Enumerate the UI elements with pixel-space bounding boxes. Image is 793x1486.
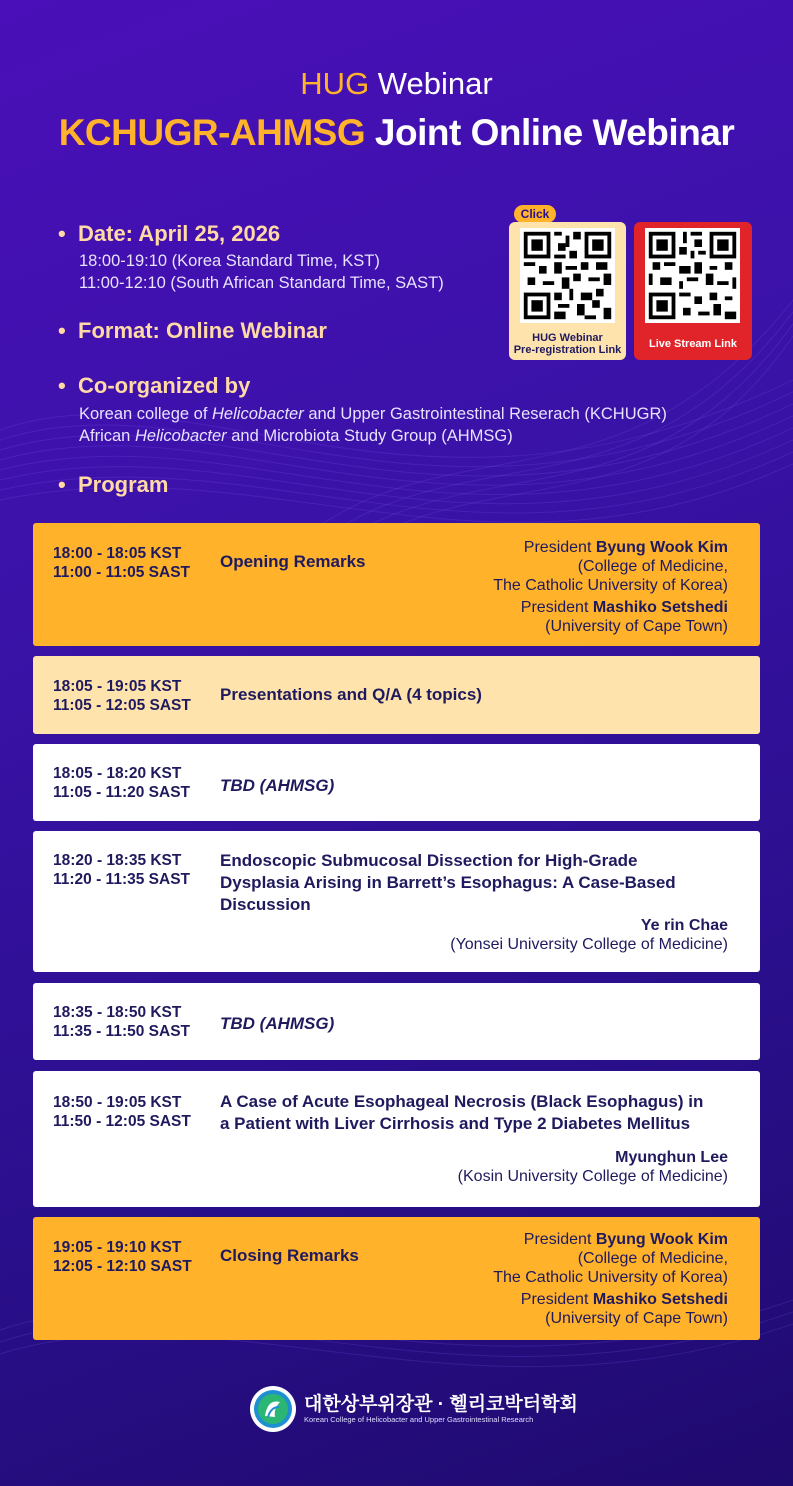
session-title-line: Endoscopic Submucosal Dissection for High-Grade (220, 851, 638, 870)
session-title: TBD (AHMSG) (220, 776, 335, 795)
preregistration-qr-link[interactable] (509, 222, 626, 360)
program-heading (58, 472, 168, 498)
live-stream-qr-link[interactable] (634, 222, 752, 360)
speaker (458, 1148, 728, 1186)
session-title: Closing Remarks (220, 1246, 359, 1265)
time-slot (53, 1093, 191, 1131)
time-kst: 19:05 - 19:10 KST (53, 1239, 182, 1256)
qr-code-icon (520, 228, 615, 323)
coorg-italic: Helicobacter (134, 427, 227, 445)
click-badge: Click (514, 205, 556, 223)
webinar-label: Webinar (369, 66, 493, 101)
preregistration-label-line2: Pre-registration Link (513, 344, 622, 356)
speakers (493, 1230, 728, 1328)
coorg-italic: Helicobacter (212, 405, 304, 423)
time-slot (53, 1003, 190, 1041)
speaker-affiliation: (University of Cape Town) (545, 1310, 728, 1327)
coorganized-label: Co-organized by (78, 373, 251, 398)
date-label: Date: April 25, 2026 (78, 221, 281, 246)
coorg-text: and Upper Gastrointestinal Reserach (KCHUGR) (303, 405, 667, 423)
speaker-affiliation: (College of Medicine, (577, 558, 728, 575)
time-sast: 11:35 - 11:50 SAST (53, 1023, 190, 1040)
speaker-affiliation: (College of Medicine, (577, 1250, 728, 1267)
time-sast: 11:00 - 11:05 SAST (53, 564, 190, 581)
society-korean-name: 대한상부위장관 · 헬리코박터학회 (304, 1394, 578, 1415)
bullet-icon: • (58, 472, 66, 497)
coorg-text: Korean college of (79, 405, 213, 423)
speaker-affiliation: (Yonsei University College of Medicine) (450, 936, 728, 953)
footer-society-logo (250, 1386, 578, 1432)
program-row-presentations (33, 656, 760, 734)
program-row-tbd-1 (33, 744, 760, 821)
time-kst: 18:05 - 19:05 KST (53, 678, 182, 695)
program-row-opening (33, 523, 760, 646)
program-row-tbd-2 (33, 983, 760, 1060)
qr-code-icon (645, 228, 740, 323)
speaker-role: President (520, 599, 593, 616)
time-sast: 11:50 - 12:05 SAST (53, 1113, 191, 1130)
time-sast: 11:20 - 11:35 SAST (53, 871, 190, 888)
page-title (0, 112, 793, 154)
session-title-line: a Patient with Liver Cirrhosis and Type 2 Diabetes Mellitus (220, 1114, 691, 1133)
session-title-line: Discussion (220, 895, 311, 914)
session-title: TBD (AHMSG) (220, 1014, 335, 1033)
program-label: Program (78, 472, 169, 497)
format-label: Format: Online Webinar (78, 318, 327, 343)
coorganized-heading (58, 373, 250, 399)
time-slot (53, 677, 191, 715)
date-sast: 11:00-12:10 (South African Standard Time, SAST) (79, 274, 444, 292)
time-kst: 18:50 - 19:05 KST (53, 1094, 182, 1111)
speaker (450, 916, 728, 954)
speaker-affiliation: The Catholic University of Korea) (493, 1269, 728, 1286)
live-stream-label: Live Stream Link (648, 338, 738, 350)
speaker-affiliation: The Catholic University of Korea) (493, 577, 728, 594)
program-row-closing (33, 1217, 760, 1340)
program-row-black-esophagus (33, 1071, 760, 1207)
date-kst: 18:00-19:10 (Korea Standard Time, KST) (79, 252, 380, 270)
session-title (220, 850, 676, 916)
coorg-text: and Microbiota Study Group (AHMSG) (226, 427, 513, 445)
coorganizer-ahmsg (79, 425, 513, 447)
session-title (220, 1091, 703, 1135)
bullet-icon: • (58, 373, 66, 398)
time-kst: 18:35 - 18:50 KST (53, 1004, 182, 1021)
time-kst: 18:20 - 18:35 KST (53, 852, 182, 869)
program-row-esd-presentation (33, 831, 760, 972)
time-slot (53, 544, 190, 582)
hug-label: HUG (300, 66, 370, 101)
time-kst: 18:00 - 18:05 KST (53, 545, 182, 562)
speaker-name: Myunghun Lee (615, 1149, 728, 1166)
speakers (493, 538, 728, 636)
speaker-name: Byung Wook Kim (595, 539, 728, 556)
org-acronyms: KCHUGR-AHMSG (58, 112, 366, 153)
time-slot (53, 851, 190, 889)
time-kst: 18:05 - 18:20 KST (53, 765, 182, 782)
time-slot (53, 764, 190, 802)
speaker-name: Mashiko Setshedi (592, 599, 728, 616)
society-emblem-icon (250, 1386, 296, 1432)
preregistration-label-line1: HUG Webinar (532, 332, 603, 344)
time-sast: 11:05 - 11:20 SAST (53, 784, 190, 801)
speaker-name: Mashiko Setshedi (592, 1291, 728, 1308)
speaker-name: Byung Wook Kim (595, 1231, 728, 1248)
speaker-name: Ye rin Chae (640, 917, 728, 934)
session-title: Presentations and Q/A (4 topics) (220, 685, 482, 704)
speaker-affiliation: (University of Cape Town) (545, 618, 728, 635)
webinar-series-title (0, 66, 793, 102)
bullet-icon: • (58, 221, 66, 246)
speaker-affiliation: (Kosin University College of Medicine) (457, 1168, 728, 1185)
speaker-role: President (520, 1291, 593, 1308)
coorganizer-kchugr (79, 403, 667, 425)
speaker-role: President (523, 539, 596, 556)
title-rest: Joint Online Webinar (365, 112, 735, 153)
date-heading (58, 221, 280, 247)
time-sast: 11:05 - 12:05 SAST (53, 697, 191, 714)
preregistration-label (509, 332, 626, 356)
session-title-line: Dysplasia Arising in Barrett’s Esophagus: A Case-Based (220, 873, 676, 892)
speaker-role: President (523, 1231, 596, 1248)
society-english-name: Korean College of Helicobacter and Upper Gastrointestinal Research (304, 1415, 534, 1424)
time-sast: 12:05 - 12:10 SAST (53, 1258, 192, 1275)
session-title: Opening Remarks (220, 552, 366, 571)
format-heading (58, 318, 327, 344)
coorg-text: African (79, 427, 135, 445)
bullet-icon: • (58, 318, 66, 343)
session-title-line: A Case of Acute Esophageal Necrosis (Black Esophagus) in (220, 1092, 704, 1111)
time-slot (53, 1238, 192, 1276)
